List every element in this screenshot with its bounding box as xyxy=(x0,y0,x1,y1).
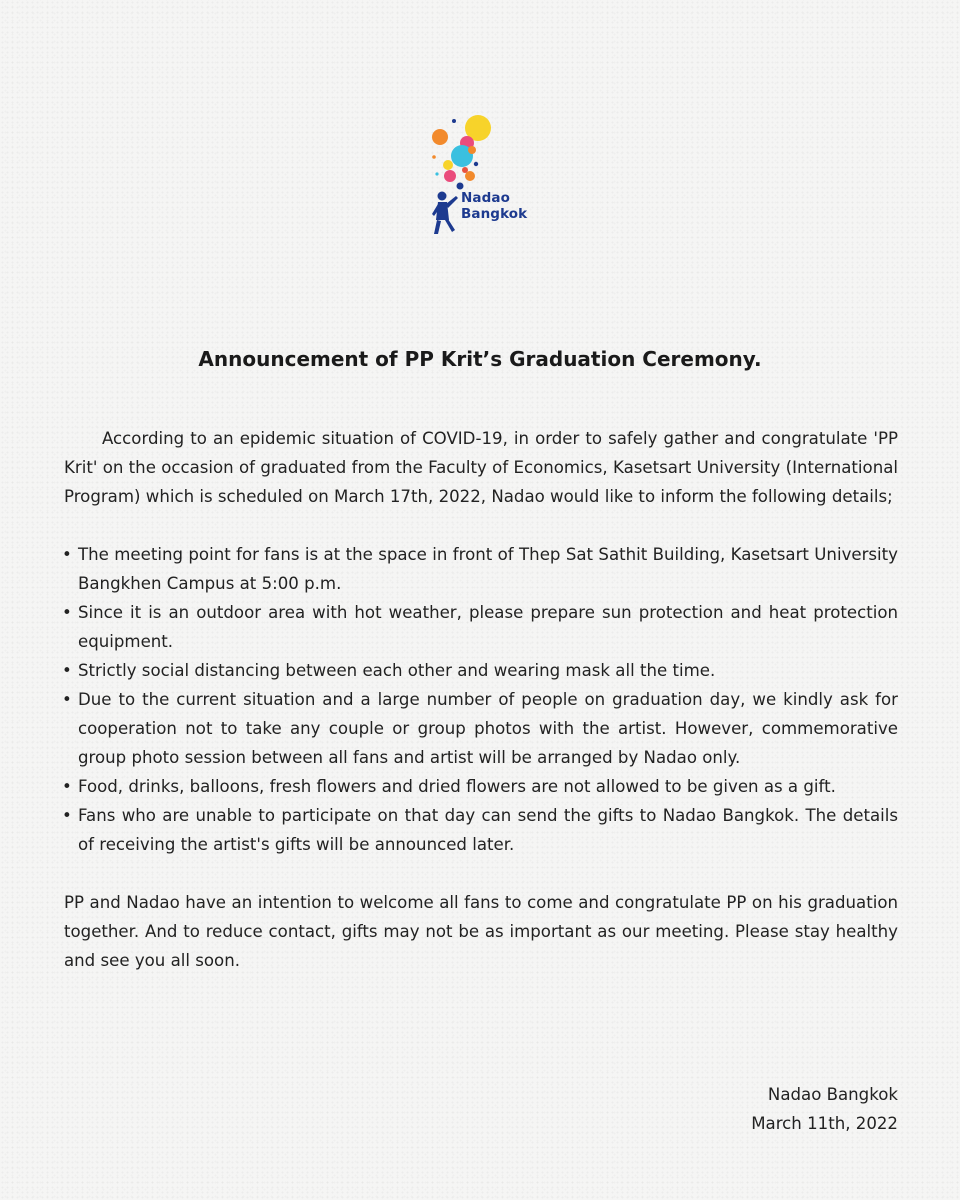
signature-block xyxy=(751,1080,898,1138)
logo-text-line2: Bangkok xyxy=(461,206,528,222)
details-list xyxy=(64,540,898,859)
announcement-body xyxy=(64,424,898,975)
list-item: • Fans who are unable to participate on that day can send the gifts to Nadao Bangkok. The details of receiving the artist's gifts will be announced later. xyxy=(64,801,898,859)
list-item: • Food, drinks, balloons, fresh flowers and dried flowers are not allowed to be given as a gift. xyxy=(64,772,898,801)
closing-paragraph: PP and Nadao have an intention to welcome all fans to come and congratulate PP on his graduation together. And to reduce contact, gifts may not be as important as our meeting. Please stay healthy and see you all soon. xyxy=(64,893,898,970)
intro-paragraph: According to an epidemic situation of COVID-19, in order to safely gather and congratulate 'PP Krit' on the occasion of graduated from the Faculty of Economics, Kasetsart University (International Program) which is scheduled on March 17th, 2022, Nadao would like to inform the following details; xyxy=(64,429,898,506)
announcement-title: Announcement of PP Krit’s Graduation Ceremony. xyxy=(198,347,762,371)
list-item: • The meeting point for fans is at the space in front of Thep Sat Sathit Building, Kasetsart University Bangkhen Campus at 5:00 p.m. xyxy=(64,540,898,598)
logo-text-line1: Nadao xyxy=(461,190,510,206)
signature-date: March 11th, 2022 xyxy=(751,1114,898,1133)
list-item: • Strictly social distancing between each other and wearing mask all the time. xyxy=(64,656,898,685)
nadao-bangkok-logo xyxy=(420,110,540,240)
list-item: • Due to the current situation and a large number of people on graduation day, we kindly ask for cooperation not to take any couple or group photos with the artist. However, commemorative group photo session between all fans and artist will be arranged by Nadao only. xyxy=(64,685,898,772)
signature-org: Nadao Bangkok xyxy=(767,1085,898,1104)
list-item: • Since it is an outdoor area with hot weather, please prepare sun protection and heat protection equipment. xyxy=(64,598,898,656)
